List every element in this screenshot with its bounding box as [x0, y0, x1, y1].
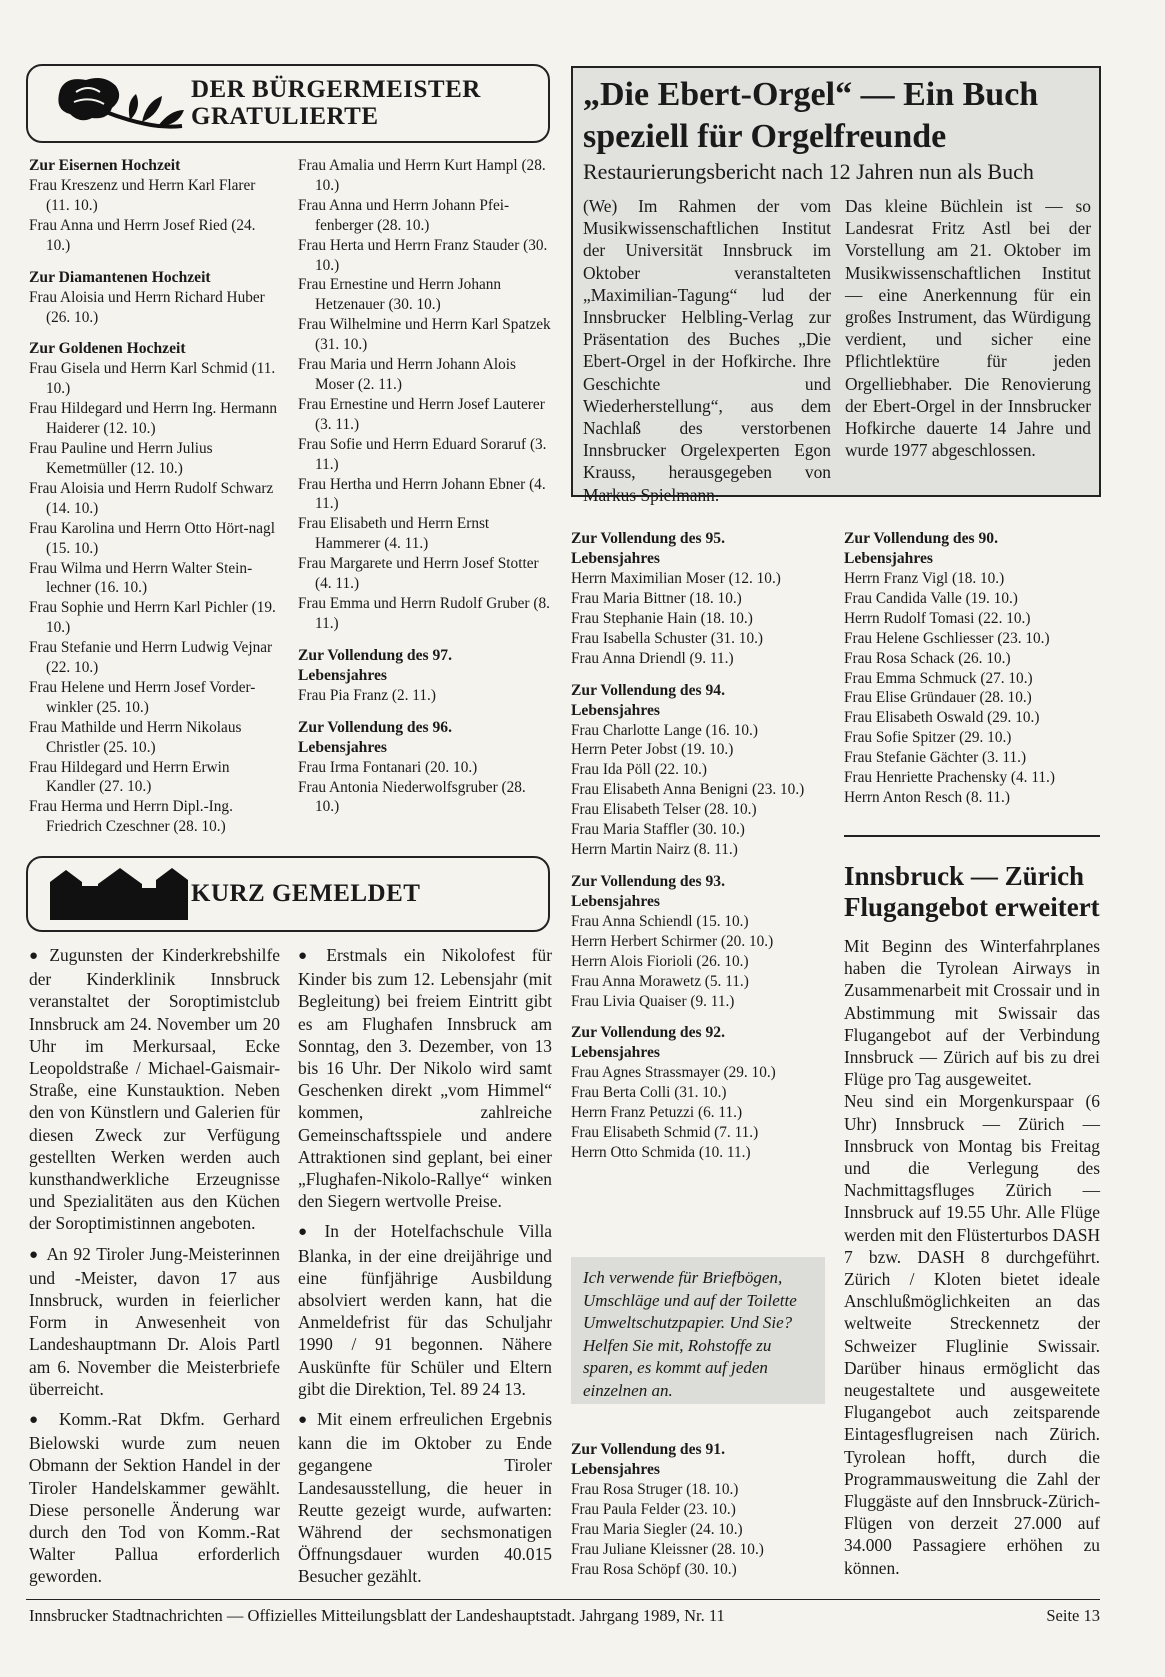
gratulierte-title-line2: GRATULIERTE	[191, 103, 379, 130]
congrats-entry: Frau Emma und Herrn Rudolf Gruber (8. 11.)	[298, 594, 550, 632]
congrats-entry: Frau Stefanie Gächter (3. 11.)	[844, 749, 1027, 767]
section-heading: Zur Eisernen Hochzeit	[29, 157, 181, 174]
ebert-subtitle: Restaurierungsbericht nach 12 Jahren nun als Buch	[583, 159, 1034, 184]
congrats-entry: Frau Margarete und Herrn Josef Stotter (4. 11.)	[298, 555, 539, 593]
congrats-entry: Frau Emma Schmuck (27. 10.)	[844, 669, 1033, 687]
congrats-entry: Frau Hildegard und Herrn Erwin Kandler (27. 10.)	[29, 758, 230, 796]
section-heading: Zur Vollendung des 93. Lebensjahres	[571, 872, 725, 910]
congrats-entry: Frau Charlotte Lange (16. 10.)	[571, 721, 758, 739]
ebert-text-col2: Das kleine Büchlein ist — so Landesrat Fritz Astl bei der Vorstellung am 21. Oktober im Musikwissenschaftlichen Institut — eine Anerkennung für ein großes Instrument, das Würdigung verdient, und sicher eine Pflichtlektüre für jeden Orgelliebhaber. Die Renovierung der Ebert-Orgel in der Innsbrucker Hofkirche dauerte 14 Jahre und wurde 1977 abgeschlossen.	[845, 196, 1091, 461]
congrats-entry: Frau Elisabeth Telser (28. 10.)	[571, 801, 757, 819]
congrats-entry: Frau Amalia und Herrn Kurt Hampl (28. 10.)	[298, 157, 546, 194]
section-heading: Zur Goldenen Hochzeit	[29, 340, 186, 358]
bullet-icon: ●	[29, 948, 43, 964]
news-item	[298, 1408, 552, 1588]
news-item	[29, 1408, 280, 1588]
ebert-title: „Die Ebert-Orgel“ — Ein Buch speziell für Orgelfreunde	[583, 76, 1039, 155]
flug-body	[844, 935, 1100, 1579]
congrats-entry: Frau Wilma und Herrn Walter Stein-lechner (16. 10.)	[29, 559, 253, 597]
bullet-icon: ●	[29, 1246, 40, 1263]
houses-icon	[46, 866, 191, 922]
congrats-entry: Frau Elisabeth Oswald (29. 10.)	[844, 709, 1040, 727]
gratulierte-column-3	[571, 529, 833, 1163]
congrats-entry: Frau Ernestine und Herrn Johann Hetzenauer (30. 10.)	[298, 276, 502, 314]
congrats-entry: Frau Elisabeth Schmid (7. 11.)	[571, 1124, 759, 1142]
section-heading: Zur Diamantenen Hochzeit	[29, 268, 211, 286]
news-item-text: Mit einem erfreulichen Ergebnis kann die im Oktober zu Ende gegangene Tiroler Landesausstellung, die heuer in Reutte gezeigt wurde, aufwarten: Während der sechsmonatigen Öffnungsdauer wurden 40.015 Besucher gezählt.	[298, 1409, 553, 1587]
congrats-entry: Frau Berta Colli (31. 10.)	[571, 1084, 727, 1102]
news-item	[29, 944, 280, 1235]
section-heading: Zur Vollendung des 97. Lebensjahres	[298, 646, 452, 684]
congrats-entry: Frau Aloisia und Herrn Rudolf Schwarz (14. 10.)	[29, 479, 274, 517]
gratulierte-column-3b	[571, 1440, 833, 1580]
congrats-entry: Herrn Anton Resch (8. 11.)	[844, 788, 1010, 806]
section-heading: Zur Vollendung des 96. Lebensjahres	[298, 718, 452, 756]
news-item	[298, 1220, 552, 1400]
congrats-entry: Frau Herma und Herrn Dipl.-Ing. Friedrich Czeschner (28. 10.)	[29, 798, 233, 836]
umweltschutz-notice: Ich verwende für Briefbögen, Umschläge und auf der Toilette Umweltschutzpapier. Und Sie? Helfen Sie mit, Rohstoffe zu sparen, es kommt auf jeden einzelnen an.	[571, 1257, 825, 1404]
congrats-section	[571, 1440, 833, 1580]
congrats-entry: Herrn Rudolf Tomasi (22. 10.)	[844, 609, 1031, 627]
congrats-entry: Herrn Peter Jobst (19. 10.)	[571, 741, 734, 759]
congrats-entry: Frau Pia Franz (2. 11.)	[298, 686, 436, 704]
congrats-entry: Frau Karolina und Herrn Otto Hört-nagl (15. 10.)	[29, 519, 275, 557]
congrats-entry: Frau Anna Morawetz (5. 11.)	[571, 972, 749, 990]
congrats-entry: Frau Sofie Spitzer (29. 10.)	[844, 729, 1012, 747]
kurz-gemeldet-header-box	[26, 856, 550, 932]
congrats-section	[571, 681, 833, 860]
congrats-entry: Frau Agnes Strassmayer (29. 10.)	[571, 1064, 776, 1082]
congrats-entry: Frau Isabella Schuster (31. 10.)	[571, 629, 764, 647]
congrats-entry: Herrn Otto Schmida (10. 11.)	[571, 1144, 751, 1162]
congrats-entry: Frau Anna Driendl (9. 11.)	[571, 649, 734, 667]
congrats-entry: Frau Sofie und Herrn Eduard Soraruf (3. 11.)	[298, 435, 547, 473]
gratulierte-column-2	[298, 156, 553, 817]
congrats-section	[571, 1023, 833, 1163]
congrats-entry: Frau Ida Pöll (22. 10.)	[571, 761, 707, 779]
congrats-entry: Frau Elisabeth und Herrn Ernst Hammerer (4. 11.)	[298, 515, 490, 553]
congrats-entry: Frau Candida Valle (19. 10.)	[844, 589, 1018, 607]
congrats-entry: Frau Rosa Schöpf (30. 10.)	[571, 1560, 737, 1578]
congrats-entry: Herrn Herbert Schirmer (20. 10.)	[571, 932, 774, 950]
kurz-column-1	[29, 944, 280, 1596]
congrats-entry: Herrn Franz Vigl (18. 10.)	[844, 570, 1005, 587]
bullet-icon: ●	[29, 1412, 52, 1429]
news-item-text: Erstmals ein Nikolofest für Kinder bis zum 12. Lebensjahr (mit Begleitung) bei freiem Eintritt gibt es am Flughafen Innsbruck am Sonntag, den 3. Dezember, von 13 bis 16 Uhr. Der Nikolo wird samt Geschenken direkt „vom Himmel“ kommen, zahlreiche Gemeinschaftsspiele und andere Attraktionen sind geplant, bei einer „Flughafen-Nikolo-Rallye“ winken den Siegern wertvolle Preise.	[298, 945, 553, 1212]
congrats-entry: Frau Kreszenz und Herrn Karl Flarer (11. 10.)	[29, 177, 256, 214]
congrats-entry: Herrn Maximilian Moser (12. 10.)	[571, 570, 781, 587]
congrats-entry: Frau Rosa Struger (18. 10.)	[571, 1481, 739, 1498]
congrats-entry: Frau Stefanie und Herrn Ludwig Vejnar (22. 10.)	[29, 639, 273, 677]
congrats-entry: Frau Pauline und Herrn Julius Kemetmüller (12. 10.)	[29, 440, 213, 477]
kurz-gemeldet-title: KURZ GEMELDET	[191, 880, 421, 907]
congrats-entry: Frau Maria Siegler (24. 10.)	[571, 1520, 743, 1538]
footer-publication: Innsbrucker Stadtnachrichten — Offizielles Mitteilungsblatt der Landeshauptstadt. Jahrgang 1989, Nr. 11	[29, 1606, 725, 1625]
congrats-section	[571, 529, 833, 669]
congrats-entry: Frau Hildegard und Herrn Ing. Hermann Haiderer (12. 10.)	[29, 400, 278, 438]
flug-paragraph: Mit Beginn des Winterfahrplanes haben die Tyrolean Airways in Zusammenarbeit mit Crossair und in Abstimmung mit Swissair das Flugangebot auf der Verbindung Innsbruck — Zürich auf bis zu drei Flüge pro Tag ausgeweitet.	[844, 936, 1100, 1090]
congrats-entry: Frau Wilhelmine und Herrn Karl Spatzek (31. 10.)	[298, 316, 551, 354]
bullet-icon: ●	[298, 1224, 318, 1241]
news-item	[298, 944, 552, 1212]
congrats-entry: Frau Stephanie Hain (18. 10.)	[571, 609, 753, 627]
congrats-entry: Frau Elise Gründauer (28. 10.)	[844, 689, 1032, 707]
footer-page-number: Seite 13	[1046, 1606, 1100, 1625]
ebert-text-col1: (We) Im Rahmen der vom Musikwissenschaftlichen Institut der Universität Innsbruck im Oktober veranstalteten „Maximilian-Tagung“ lud der Innsbrucker Helbling-Verlag zur Präsentation des Buches „Die Ebert-Orgel in der Hofkirche. Ihre Geschichte und Wiederherstellung“, aus dem Nachlaß des verstorbenen Innsbrucker Orgelexperten Egon Krauss, herausgegeben von Markus Spielmann.	[583, 196, 831, 505]
congrats-entry: Frau Maria und Herrn Johann Alois Moser (2. 11.)	[298, 356, 516, 393]
kurz-column-2	[298, 944, 552, 1596]
flug-top-rule	[844, 835, 1100, 837]
congrats-entry: Frau Gisela und Herrn Karl Schmid (11. 10.)	[29, 360, 276, 398]
congrats-entry: Frau Rosa Schack (26. 10.)	[844, 649, 1011, 667]
congrats-entry: Herrn Martin Nairz (8. 11.)	[571, 840, 738, 858]
congrats-entry: Frau Helene Gschliesser (23. 10.)	[844, 629, 1050, 647]
congrats-entry: Frau Mathilde und Herrn Nikolaus Christler (25. 10.)	[29, 718, 242, 756]
gratulierte-column-1	[29, 156, 282, 837]
congrats-entry: Frau Anna und Herrn Josef Ried (24. 10.)	[29, 216, 256, 254]
congrats-entry: Frau Irma Fontanari (20. 10.)	[298, 758, 478, 776]
news-item-text: Komm.-Rat Dkfm. Gerhard Bielowski wurde zum neuen Obmann der Sektion Handel in der Tiroler Handelskammer gewählt. Diese personelle Änderung war durch den Tod von Komm.-Rat Walter Pallua erforderlich geworden.	[29, 1409, 280, 1587]
section-heading: Zur Vollendung des 91. Lebensjahres	[571, 1441, 725, 1478]
congrats-entry: Frau Ernestine und Herrn Josef Lauterer (3. 11.)	[298, 395, 545, 433]
congrats-section	[29, 268, 282, 328]
bullet-icon: ●	[298, 948, 320, 964]
ebert-article-box	[571, 66, 1101, 505]
congrats-entry: Frau Henriette Prachensky (4. 11.)	[844, 769, 1055, 787]
news-item	[29, 1243, 280, 1400]
congrats-entry: Frau Aloisia und Herrn Richard Huber (26. 10.)	[29, 288, 265, 326]
congrats-entry: Herrn Alois Fiorioli (26. 10.)	[571, 952, 749, 970]
congrats-entry: Frau Antonia Niederwolfsgruber (28. 10.)	[298, 778, 526, 816]
news-item-text: Zugunsten der Kinderkrebshilfe der Kinderklinik Innsbruck veranstaltet der Soroptimistclub Innsbruck am 24. November um 20 Uhr im Merkursaal, Ecke Leopoldstraße / Michael-Gaismair-Straße, eine Kunstauktion. Neben den von Künstlern und Galerien für diesen Zweck zur Verfügung gestellten Werken werden auch kunsthandwerkliche Erzeugnisse und Spezialitäten aus den Küchen der Soroptimistinnen angeboten.	[29, 945, 280, 1234]
congrats-entry: Frau Juliane Kleissner (28. 10.)	[571, 1540, 764, 1558]
congrats-entry: Frau Hertha und Herrn Johann Ebner (4. 11.)	[298, 475, 546, 513]
flug-title: Innsbruck — Zürich Flugangebot erweitert	[844, 861, 1100, 922]
gratulierte-column-4	[844, 529, 1106, 808]
congrats-entry: Herrn Franz Petuzzi (6. 11.)	[571, 1104, 743, 1122]
section-heading: Zur Vollendung des 94. Lebensjahres	[571, 681, 725, 719]
gratulierte-header-box	[26, 64, 550, 143]
congrats-section	[844, 529, 1106, 808]
congrats-section	[29, 339, 282, 837]
congrats-entry: Frau Helene und Herrn Josef Vorder-winkler (25. 10.)	[29, 678, 256, 716]
news-item-text: An 92 Tiroler Jung-Meisterinnen und -Meister, davon 17 aus Innsbruck, wurden in feierlicher Form in Anwesenheit von Landeshauptmann Dr. Alois Partl am 6. November die Meisterbriefe überreicht.	[29, 1243, 280, 1399]
footer-rule	[26, 1599, 1100, 1600]
congrats-entry: Frau Anna Schiendl (15. 10.)	[571, 912, 749, 930]
congrats-entry: Frau Elisabeth Anna Benigni (23. 10.)	[571, 781, 805, 799]
congrats-section	[571, 872, 833, 1012]
congrats-section	[298, 718, 553, 818]
section-heading: Zur Vollendung des 90. Lebensjahres	[844, 530, 998, 567]
section-heading: Zur Vollendung des 92. Lebensjahres	[571, 1024, 725, 1062]
congrats-section	[298, 156, 553, 634]
congrats-entry: Frau Paula Felder (23. 10.)	[571, 1500, 736, 1518]
congrats-entry: Frau Maria Bittner (18. 10.)	[571, 589, 742, 607]
congrats-entry: Frau Sophie und Herrn Karl Pichler (19. 10.)	[29, 599, 276, 637]
congrats-entry: Frau Maria Staffler (30. 10.)	[571, 821, 745, 839]
bullet-icon: ●	[298, 1412, 311, 1429]
congrats-section	[29, 156, 282, 256]
news-item-text: In der Hotelfachschule Villa Blanka, in der eine dreijährige und eine fünfjährige Ausbildung absolviert werden kann, hat die Anmeldefrist für das Schuljahr 1990 / 91 begonnen. Nähere Auskünfte für Schüler und Eltern gibt die Direktion, Tel. 89 24 13.	[298, 1221, 552, 1399]
congrats-entry: Frau Anna und Herrn Johann Pfei-fenberger (28. 10.)	[298, 196, 510, 234]
gratulierte-title-line1: DER BÜRGERMEISTER	[191, 76, 481, 103]
rose-icon	[46, 72, 186, 136]
section-heading: Zur Vollendung des 95. Lebensjahres	[571, 530, 725, 567]
congrats-section	[298, 646, 553, 706]
congrats-entry: Frau Herta und Herrn Franz Stauder (30. 10.)	[298, 236, 548, 274]
congrats-entry: Frau Livia Quaiser (9. 11.)	[571, 992, 735, 1010]
flug-paragraph: Neu sind ein Morgenkurspaar (6 Uhr) Innsbruck — Zürich — Innsbruck von Montag bis Freitag und die Verlegung des Nachmittagsfluges Zürich — Innsbruck auf 19.55 Uhr. Alle Flüge werden mit den Flüsterturbos DASH 7 bzw. DASH 8 durchgeführt. Zürich / Kloten bietet ideale Anschlußmöglichkeiten an das weltweite Streckennetz der Schweizer Fluglinie Swissair. Darüber hinaus ermöglicht das neugestaltete und ausgeweitete Flugangebot auch zeitsparende Eintagesflugreisen nach Zürich. Tyrolean hofft, durch die Programmausweitung die Zahl der Fluggäste auf den Innsbruck-Zürich-Flügen von derzeit 27.000 auf 34.000 Passagiere erhöhen zu können.	[844, 1091, 1101, 1578]
